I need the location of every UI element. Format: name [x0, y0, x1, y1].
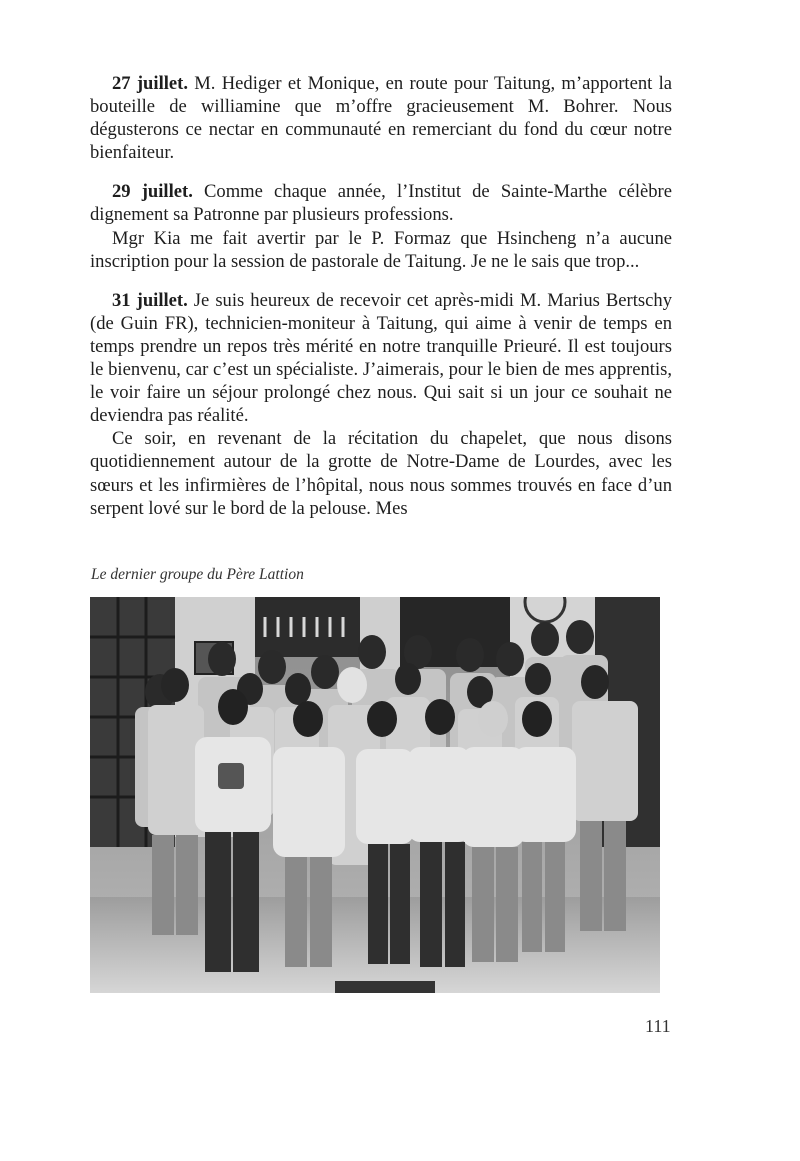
paragraph-31-juillet: [90, 289, 672, 428]
paragraph-27-juillet: [90, 72, 672, 164]
group-photo-illustration: [90, 597, 660, 993]
page-number: 111: [645, 1016, 671, 1036]
paragraph-text: Mgr Kia me fait avertir par le P. Formaz que Hsincheng n’a aucune inscription pour la session de pastorale de Taitung. Je ne le sais que trop...: [90, 227, 672, 272]
date-label: 27 juillet.: [112, 73, 188, 94]
paragraph-text: Ce soir, en revenant de la récitation du chapelet, que nous disons quotidiennement autour de la grotte de Notre-Dame de Lourdes, avec les sœurs et les infirmières de l’hôpital, nous nous sommes trouvés en face d’un serpent lové sur le bord de la pelouse. Mes: [90, 428, 672, 519]
paragraph-text: M. Hediger et Monique, en route pour Taitung, m’apportent la bouteille de williamine que m’offre gracieusement M. Bohrer. Nous dégusterons ce nectar en communauté en remerciant du fond du cœur notre bienfaiteur.: [90, 73, 672, 164]
body-text: [90, 72, 672, 520]
paragraph-ce-soir: [90, 427, 672, 519]
date-label: 29 juillet.: [112, 181, 193, 203]
paragraph-mgr-kia: [90, 227, 672, 273]
photo-caption: Le dernier groupe du Père Lattion: [91, 566, 304, 583]
paragraph-text: Je suis heureux de recevoir cet après-midi M. Marius Bertschy (de Guin FR), technicien-moniteur à Taitung, qui aime à venir de temps en temps prendre un repos très mérité en notre tranquille Prieuré. Il est toujours le bienvenu, car c’est un spécialiste. J’aimerais, pour le bien de mes apprentis, le voir faire un séjour prolongé chez nous. Qui sait si un jour ce souhait ne deviendra pas réalité.: [90, 289, 672, 427]
date-label: 31 juillet.: [112, 289, 188, 311]
group-photograph: [90, 597, 660, 993]
paragraph-text: Comme chaque année, l’Institut de Sainte-Marthe célèbre dignement sa Patronne par plusieurs professions.: [90, 181, 672, 226]
paragraph-29-juillet: [90, 180, 672, 226]
